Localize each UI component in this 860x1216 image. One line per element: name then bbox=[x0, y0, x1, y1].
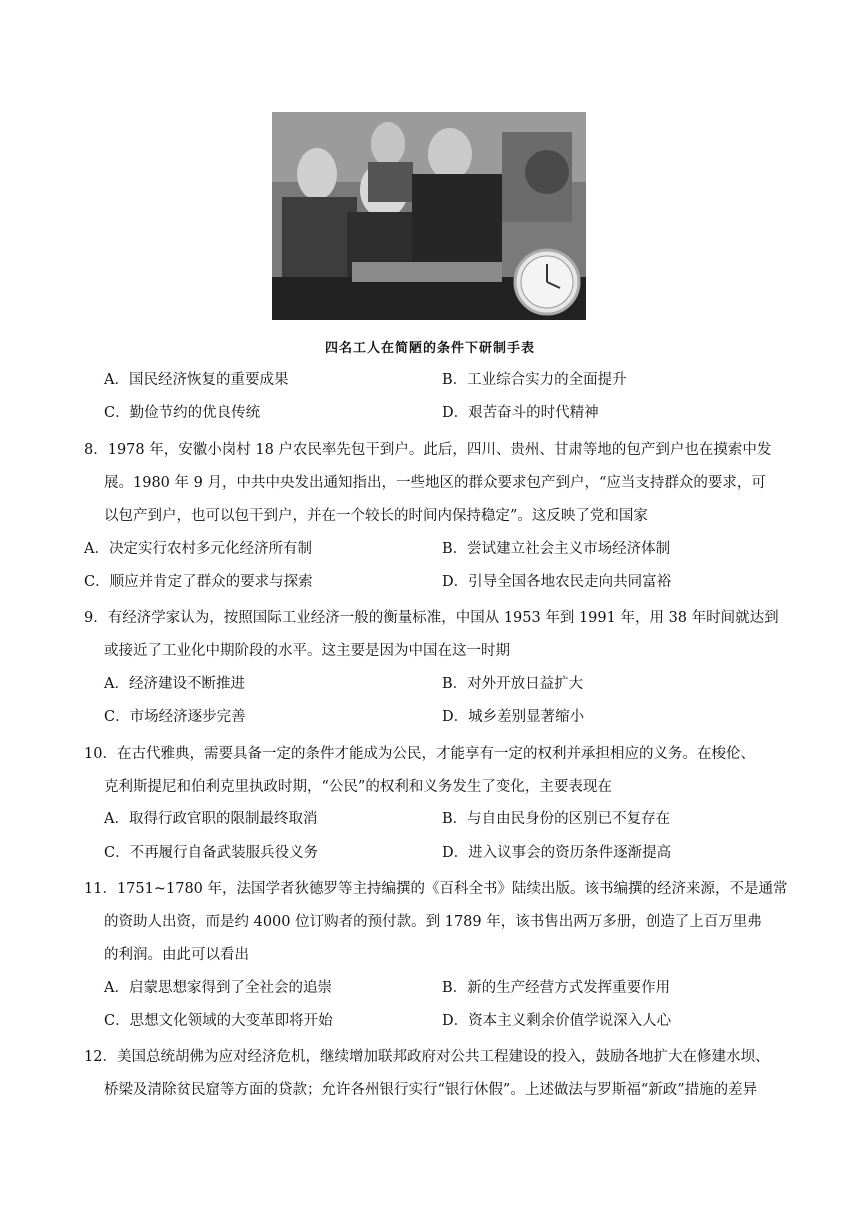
q10-option-a: A．取得行政官职的限制最终取消 bbox=[104, 811, 318, 827]
q7-option-d: D．艰苦奋斗的时代精神 bbox=[442, 405, 599, 421]
q12-stem-line1: 12．美国总统胡佛为应对经济危机，继续增加联邦政府对公共工程建设的投入，鼓励各地扩大在修建水坝、 bbox=[84, 1049, 770, 1065]
q11-option-b: B．新的生产经营方式发挥重要作用 bbox=[442, 980, 671, 996]
q10-stem-line2: 克利斯提尼和伯利克里执政时期，“公民”的权利和义务发生了变化，主要表现在 bbox=[104, 779, 612, 795]
q9-stem-line2: 或接近了工业化中期阶段的水平。这主要是因为中国在这一时期 bbox=[104, 643, 510, 659]
q9-option-d: D．城乡差别显著缩小 bbox=[442, 709, 585, 725]
q10-option-b: B．与自由民身份的区别已不复存在 bbox=[442, 811, 671, 827]
q9-option-b: B．对外开放日益扩大 bbox=[442, 676, 584, 692]
q9-stem-line1: 9．有经济学家认为，按照国际工业经济一般的衡量标准，中国从 1953 年到 1991 年，用 38 年时间就达到 bbox=[84, 610, 779, 626]
q9-option-a: A．经济建设不断推进 bbox=[104, 676, 245, 692]
q10-option-c: C．不再履行自备武装服兵役义务 bbox=[104, 845, 319, 861]
q8-stem-line1: 8．1978 年，安徽小岗村 18 户农民率先包干到户。此后，四川、贵州、甘肃等地的包产到户也在摸索中发 bbox=[84, 442, 772, 458]
q12-stem-line2: 桥梁及清除贫民窟等方面的贷款；允许各州银行实行“银行休假”。上述做法与罗斯福“新政”措施的差异 bbox=[104, 1082, 758, 1098]
q8-stem-line3: 以包产到户，也可以包干到户，并在一个较长的时间内保持稳定”。这反映了党和国家 bbox=[104, 508, 648, 524]
q10-stem-line1: 10．在古代雅典，需要具备一定的条件才能成为公民，才能享有一定的权利并承担相应的义务。在梭伦、 bbox=[84, 746, 755, 762]
q11-stem-line1: 11．1751~1780 年，法国学者狄德罗等主持编撰的《百科全书》陆续出版。该书编撰的经济来源，不是通常 bbox=[84, 881, 788, 897]
q8-option-a: A．决定实行农村多元化经济所有制 bbox=[84, 541, 312, 557]
q11-option-c: C．思想文化领域的大变革即将开始 bbox=[104, 1013, 333, 1029]
q11-option-a: A．启蒙思想家得到了全社会的追崇 bbox=[104, 980, 332, 996]
q7-option-b: B．工业综合实力的全面提升 bbox=[442, 372, 627, 388]
q11-option-d: D．资本主义剩余价值学说深入人心 bbox=[442, 1013, 672, 1029]
figure-caption: 四名工人在简陋的条件下研制手表 bbox=[324, 341, 535, 356]
q7-option-c: C．勤俭节约的优良传统 bbox=[104, 405, 261, 421]
q8-stem-line2: 展。1980 年 9 月，中共中央发出通知指出，一些地区的群众要求包产到户，“应当支持群众的要求，可 bbox=[104, 475, 766, 491]
q8-option-d: D．引导全国各地农民走向共同富裕 bbox=[442, 574, 672, 590]
q9-option-c: C．市场经济逐步完善 bbox=[104, 709, 246, 725]
q8-option-c: C．顺应并肯定了群众的要求与探索 bbox=[84, 574, 313, 590]
q7-option-a: A．国民经济恢复的重要成果 bbox=[104, 372, 289, 388]
q10-option-d: D．进入议事会的资历条件逐渐提高 bbox=[442, 845, 672, 861]
q11-stem-line3: 的利润。由此可以看出 bbox=[104, 947, 249, 963]
q8-option-b: B．尝试建立社会主义市场经济体制 bbox=[442, 541, 671, 557]
workers-photo bbox=[272, 112, 586, 320]
q11-stem-line2: 的资助人出资，而是约 4000 位订购者的预付款。到 1789 年，该书售出两万多册，创造了上百万里弗 bbox=[104, 914, 762, 930]
